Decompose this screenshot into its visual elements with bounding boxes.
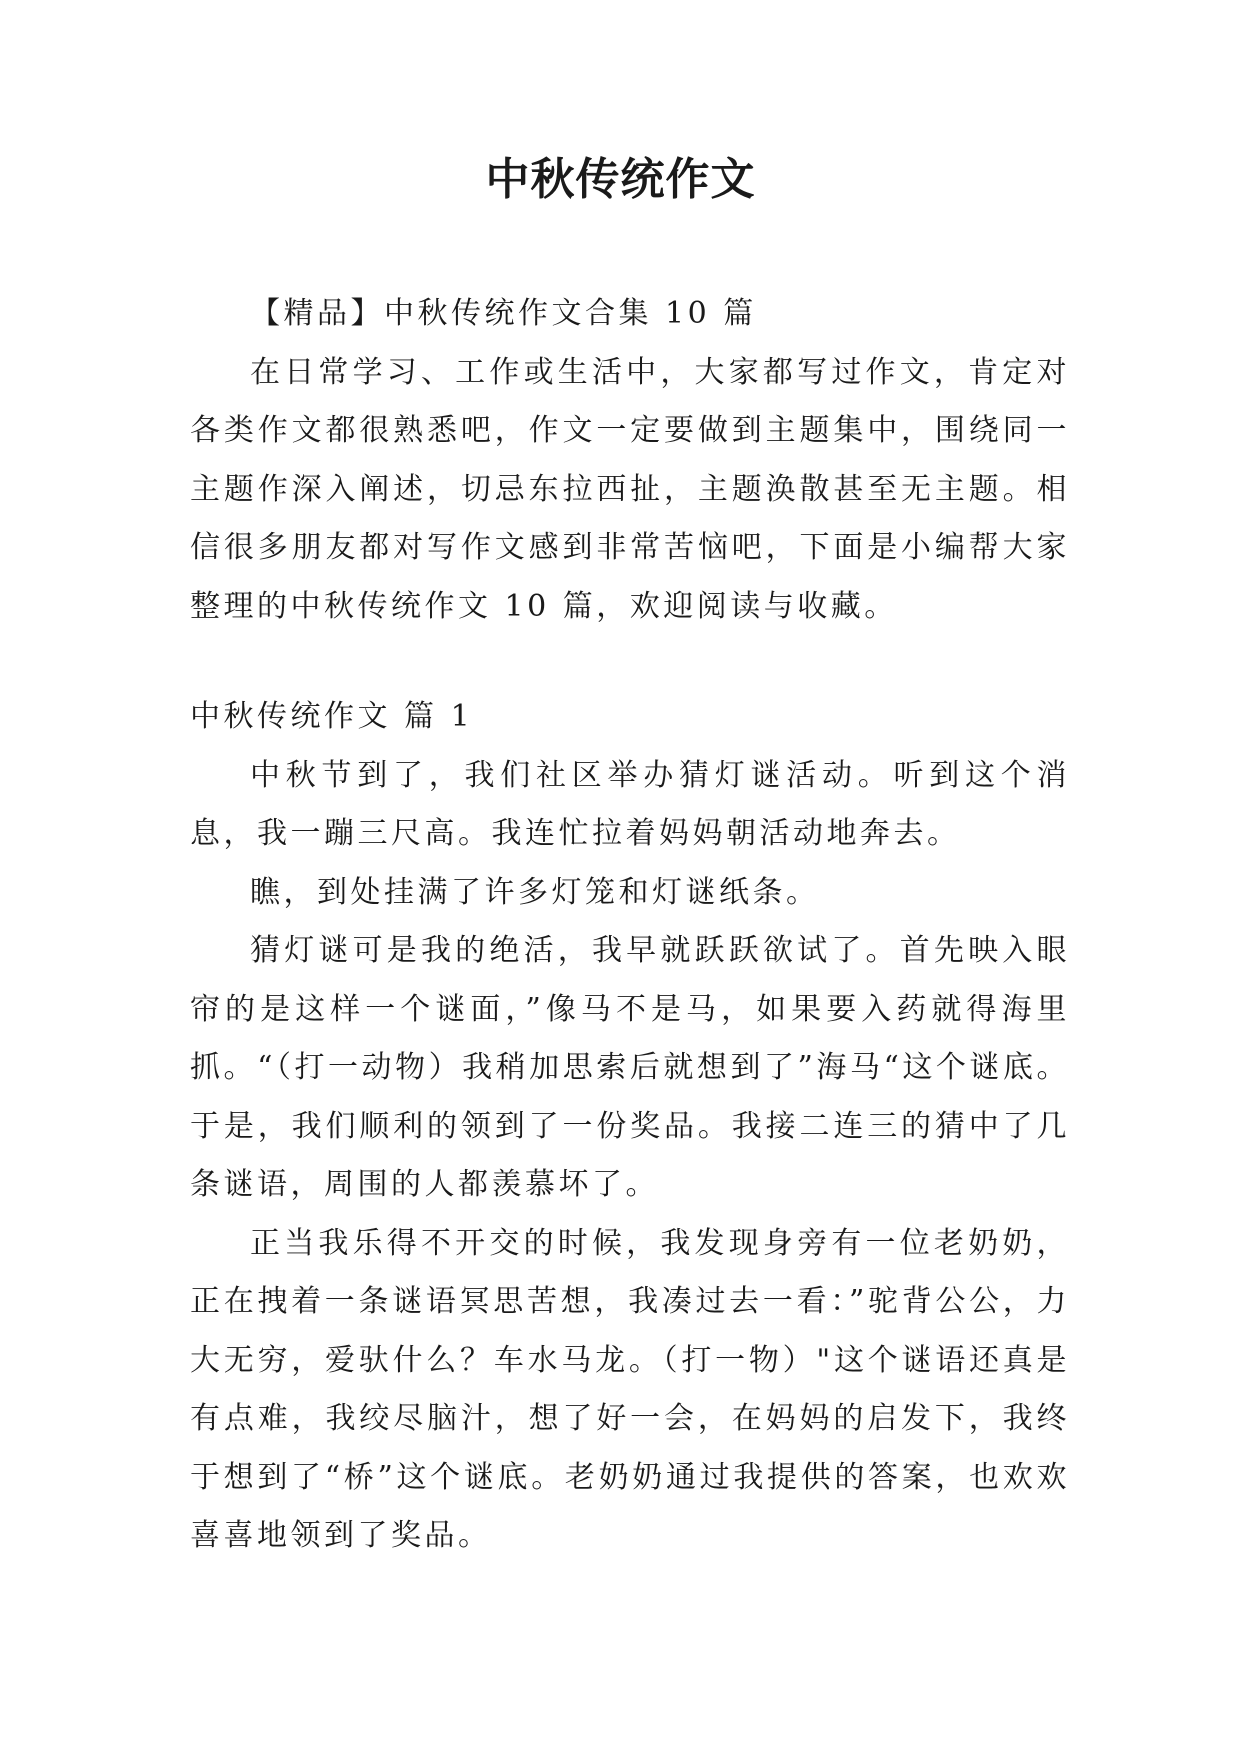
body-paragraph: 正当我乐得不开交的时候，我发现身旁有一位老奶奶，正在拽着一条谜语冥思苦想，我凑过去一看：”驼背公公，力大无穷，爱驮什么？车水马龙。（打一物）"这个谜语还真是有点难，我绞尽脑汁，想了好一会，在妈妈的启发下，我终于想到了“桥”这个谜底。老奶奶通过我提供的答案，也欢欢喜喜地领到了奖品。	[190, 1225, 1070, 1553]
body-paragraph: 瞧，到处挂满了许多灯笼和灯谜纸条。	[250, 874, 820, 910]
intro-paragraph: 在日常学习、工作或生活中，大家都写过作文，肯定对各类作文都很熟悉吧，作文一定要做到主题集中，围绕同一主题作深入阐述，切忌东拉西扯，主题涣散甚至无主题。相信很多朋友都对写作文感到非常苦恼吧，下面是小编帮大家整理的中秋传统作文 10 篇，欢迎阅读与收藏。	[190, 354, 1070, 624]
section-spacer	[190, 636, 1070, 688]
body-paragraph: 猜灯谜可是我的绝活，我早就跃跃欲试了。首先映入眼帘的是这样一个谜面，”像马不是马，如果要入药就得海里抓。“（打一动物）我稍加思索后就想到了”海马“这个谜底。于是，我们顺利的领到了一份奖品。我接二连三的猜中了几条谜语，周围的人都羡慕坏了。	[190, 933, 1070, 1202]
body-paragraph: 中秋节到了，我们社区举办猜灯谜活动。听到这个消息，我一蹦三尺高。我连忙拉着妈妈朝活动地奔去。	[190, 757, 1070, 851]
section-heading: 中秋传统作文 篇 1	[190, 699, 474, 734]
document-subtitle: 【精品】中秋传统作文合集 10 篇	[250, 296, 757, 331]
document-title: 中秋传统作文	[485, 154, 756, 205]
document-body	[190, 285, 1070, 1566]
